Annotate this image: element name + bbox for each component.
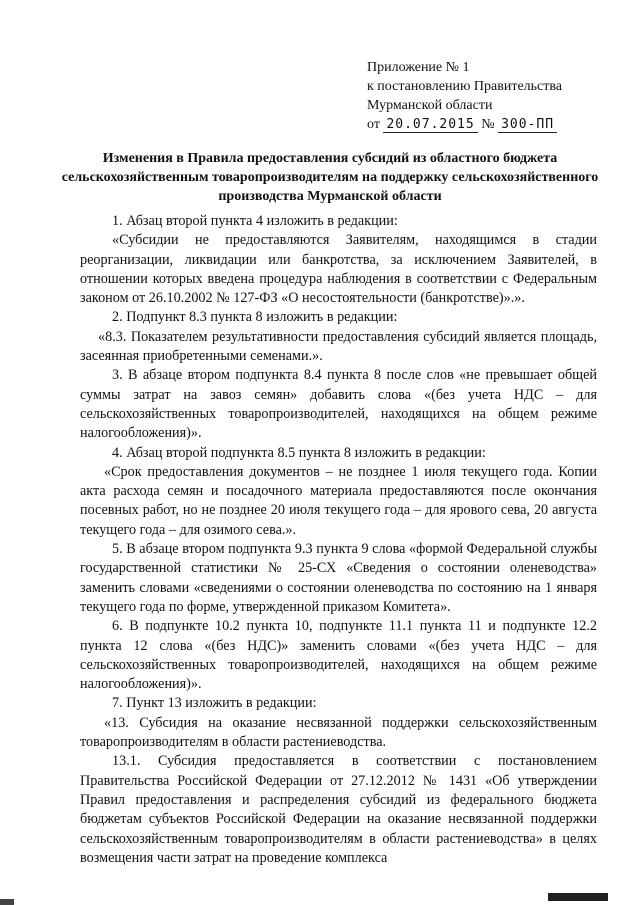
paragraph-4: 4. Абзац второй подпункта 8.5 пункта 8 изложить в редакции: [112,444,486,461]
document-title: Изменения в Правила предоставления субсидий из областного бюджета сельскохозяйственным товаропроизводителям на поддержку сельскохозяйственного производства Мурманской области [61,151,599,204]
paragraph-7-quote: «13. Субсидия на оказание несвязанной поддержки сельскохозяйственным товаропроизводителям в области растениеводства. [80,714,597,751]
appendix-number: Приложение № 1 [367,60,470,75]
scan-artifact [548,893,608,901]
appendix-block [367,58,617,134]
appendix-date-line [367,115,617,134]
number-sign: № [481,117,495,132]
paragraph-5: 5. В абзаце втором подпункта 9.3 пункта 9 слова «формой Федеральной службы государственной статистики № 25-СХ «Сведения о состоянии оленеводства» заменить словами «сведениями о состоянии оленеводства по состоянию на 1 января текущего года по форме, утвержденной приказом Комитета». [80,541,597,615]
paragraph-1: 1. Абзац второй пункта 4 изложить в редакции: [112,213,398,229]
paragraph-1-quote: «Субсидии не предоставляются Заявителям, находящимся в стадии реорганизации, ликвидации или банкротства, за исключением Заявителей, в отношении которых введена процедура наблюдения в соответствии с Федеральным законом от 26.10.2002 № 127-ФЗ «О несостоятельности (банкротстве)».». [80,232,597,307]
paragraph-6: 6. В подпункте 10.2 пункта 10, подпункте 11.1 пункта 11 и подпункте 12.2 пункта 12 слова «(без НДС)» заменить словами «(без учета НДС – для сельскохозяйственных товаропроизводителей, находящихся на общем режиме налогообложения)». [80,618,597,693]
paragraph-7: 7. Пункт 13 изложить в редакции: [112,695,317,712]
paragraph-13-1: 13.1. Субсидия предоставляется в соответствии с постановлением Правительства Российской Федерации от 27.12.2012 № 1431 «Об утверждении Правил предоставления и распределения субсидий из федерального бюджета бюджетам субъектов Российской Федерации на оказание несвязанной поддержки сельскохозяйственным товаропроизводителям в области растениеводства» в целях возмещения части затрат на проведение комплекса [80,753,597,866]
resolution-date: 20.07.2015 [383,117,477,133]
appendix-reference: к постановлению Правительства [367,79,563,94]
document-body [80,212,597,868]
scan-artifact-corner [0,899,14,905]
appendix-region: Мурманской области [367,98,493,113]
paragraph-3: 3. В абзаце втором подпункта 8.4 пункта 8 после слов «не превышает общей суммы затрат на завоз семян» добавить слова «(без учета НДС – для сельскохозяйственных товаропроизводителей, находящихся на общем режиме налогообложения)». [80,367,597,442]
date-prefix: от [367,117,380,132]
resolution-number: 300-ПП [498,117,557,133]
paragraph-2: 2. Подпункт 8.3 пункта 8 изложить в редакции: [112,309,398,326]
paragraph-2-quote: «8.3. Показателем результативности предоставления субсидий является площадь, засеянная приобретенными семенами.». [80,328,597,365]
paragraph-4-quote: «Срок предоставления документов – не позднее 1 июля текущего года. Копии акта расхода семян и посадочного материала предоставляются после окончания посевных работ, но не позднее 20 июля текущего года – для ярового сева, 20 августа текущего года – для озимого сева.». [80,463,597,538]
